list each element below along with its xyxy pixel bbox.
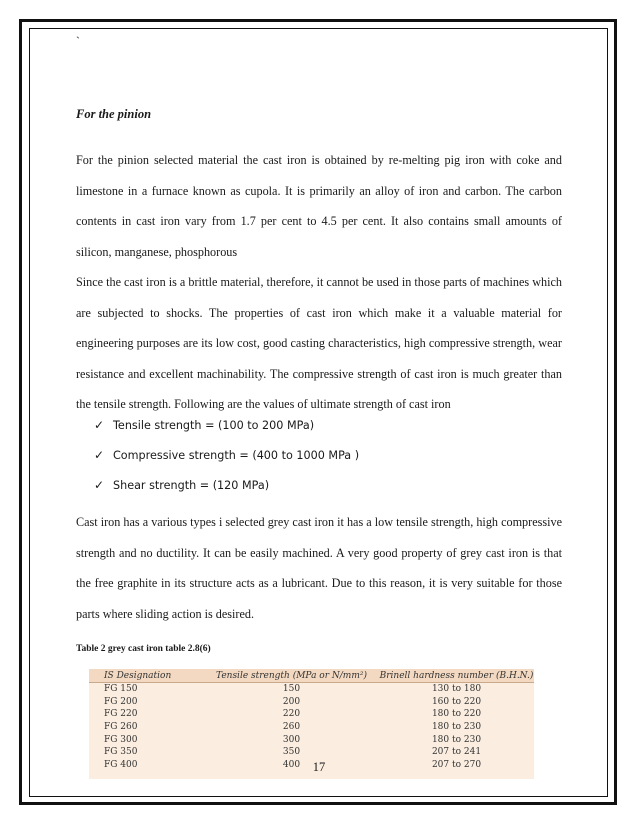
table-cell: 400 bbox=[282, 759, 301, 770]
table-cell: 130 to 180 bbox=[431, 684, 482, 695]
checkmark-icon: ✓ bbox=[94, 478, 105, 492]
table-cell: FG 300 bbox=[104, 734, 138, 745]
list-item-text: Compressive strength = (400 to 1000 MPa ) bbox=[113, 449, 360, 462]
column-header: Brinell hardness number (B.H.N.) bbox=[379, 670, 534, 681]
paragraph-cast-iron-properties: Since the cast iron is a brittle material, therefore, it cannot be used in those parts of machines which are subjected to shocks. The properties of cast iron which make it a valuable material for engineering purposes are its low cost, good casting characteristics, high compressive strength, wear resistance and excellent machinability. The compressive strength of cast iron is much greater than the tensile strength. Following are the values of ultimate strength of cast iron bbox=[76, 275, 562, 411]
table-cell: FG 260 bbox=[104, 722, 138, 733]
table-cell: 200 bbox=[282, 696, 301, 707]
table-row bbox=[89, 683, 534, 696]
page-number: 17 bbox=[312, 760, 326, 774]
table-row bbox=[89, 746, 534, 759]
column-header: IS Designation bbox=[89, 669, 204, 683]
table-cell: 180 to 230 bbox=[431, 734, 482, 745]
table-cell: 220 bbox=[282, 709, 301, 720]
table-cell: 150 bbox=[282, 684, 301, 695]
list-item-text: Tensile strength = (100 to 200 MPa) bbox=[113, 419, 315, 432]
table-cell: 180 to 220 bbox=[431, 709, 482, 720]
table-row bbox=[89, 708, 534, 721]
table-row bbox=[89, 733, 534, 746]
list-item bbox=[94, 448, 359, 462]
table-cell: 180 to 230 bbox=[431, 722, 482, 733]
table-caption: Table 2 grey cast iron table 2.8(6) bbox=[76, 644, 211, 654]
table-row bbox=[89, 696, 534, 709]
table-cell: FG 220 bbox=[104, 709, 138, 720]
table-cell: FG 200 bbox=[104, 696, 138, 707]
list-item-text: Shear strength = (120 MPa) bbox=[113, 479, 270, 492]
checkmark-icon: ✓ bbox=[94, 418, 105, 432]
table-cell: 300 bbox=[282, 734, 301, 745]
table-cell: 350 bbox=[282, 747, 301, 758]
tick-mark: ` bbox=[76, 34, 80, 48]
section-heading: For the pinion bbox=[76, 107, 152, 121]
column-header: Tensile strength (MPa or N/mm²) bbox=[204, 669, 379, 683]
list-item bbox=[94, 478, 269, 492]
table-row bbox=[89, 721, 534, 734]
table-cell: 207 to 270 bbox=[431, 759, 482, 770]
table-header-row bbox=[89, 669, 534, 683]
paragraph-cast-iron-intro: For the pinion selected material the cast iron is obtained by re-melting pig iron with coke and limestone in a furnace known as cupola. It is primarily an alloy of iron and carbon. The carbon contents in cast iron vary from 1.7 per cent to 4.5 per cent. It also contains small amounts of silicon, manganese, phosphorous bbox=[76, 153, 562, 259]
checkmark-icon: ✓ bbox=[94, 448, 105, 462]
table-cell: FG 400 bbox=[104, 759, 138, 770]
paragraph-grey-cast-iron: Cast iron has a various types i selected grey cast iron it has a low tensile strength, high compressive strength and no ductility. It can be easily machined. A very good property of grey cast iron is that the free graphite in its structure acts as a lubricant. Due to this reason, it is very suitable for those parts where sliding action is desired. bbox=[76, 515, 562, 621]
table-cell: FG 150 bbox=[104, 684, 138, 695]
list-item bbox=[94, 418, 314, 432]
table-cell: 160 to 220 bbox=[431, 696, 482, 707]
table-cell: FG 350 bbox=[104, 747, 138, 758]
table-cell: 207 to 241 bbox=[431, 747, 482, 758]
table-cell: 260 bbox=[282, 722, 301, 733]
